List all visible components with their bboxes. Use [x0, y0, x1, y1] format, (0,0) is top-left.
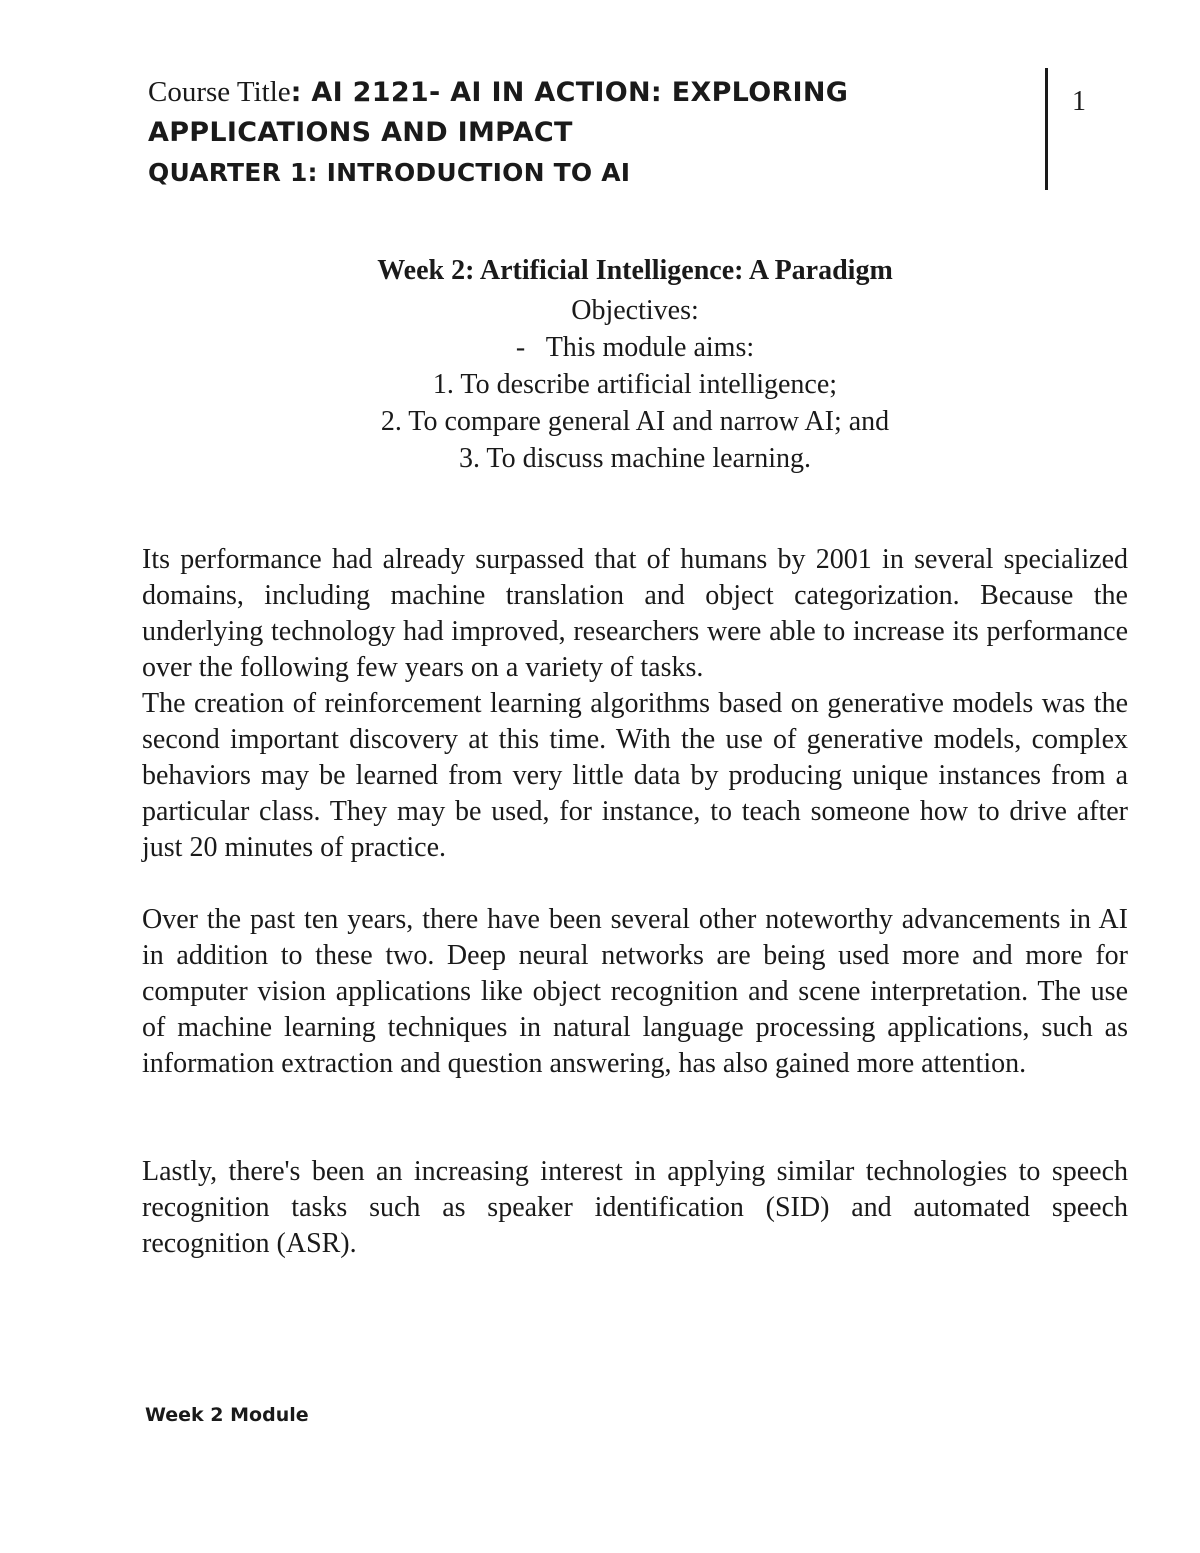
- body-paragraph: Its performance had already surpassed that of humans by 2001 in several specialized domains, including machine translation and object categorization. Because the underlying technology had improved, researchers were able to increase its performance over the following few years on a variety of tasks.: [142, 544, 1128, 683]
- course-title-line: [148, 72, 1008, 113]
- objectives-section: [0, 250, 1200, 477]
- course-title-label: Course Title: [148, 76, 291, 108]
- body-content: [142, 542, 1128, 1262]
- body-paragraph: Over the past ten years, there have been several other noteworthy advancements in AI in addition to these two. Deep neural networks are being used more and more for computer vision applications like object recognition and scene interpretation. The use of machine learning techniques in natural language processing applications, such as information extraction and question answering, has also gained more attention.: [142, 904, 1128, 1079]
- objective-item: 1. To describe artificial intelligence;: [432, 369, 838, 400]
- objectives-intro: - This module aims:: [515, 332, 755, 363]
- course-title-continued: APPLICATIONS AND IMPACT: [148, 117, 573, 148]
- page-footer: Week 2 Module: [145, 1404, 309, 1426]
- paragraph-spacer: [142, 1082, 1128, 1154]
- page-header: [148, 72, 1008, 193]
- page-number: 1: [1072, 86, 1086, 117]
- body-paragraph: The creation of reinforcement learning algorithms based on generative models was the second important discovery at this time. With the use of generative models, complex behaviors may be learned from very little data by producing unique instances from a particular class. They may be used, for instance, to teach someone how to drive after just 20 minutes of practice.: [142, 688, 1128, 863]
- objectives-heading: Objectives:: [571, 295, 699, 326]
- objective-item: 3. To discuss machine learning.: [458, 443, 812, 474]
- week-title: Week 2: Artificial Intelligence: A Paradigm: [377, 255, 893, 286]
- quarter-title: QUARTER 1: INTRODUCTION TO AI: [148, 158, 631, 187]
- header-divider: [1045, 68, 1048, 190]
- course-title: : AI 2121- AI IN ACTION: EXPLORING: [290, 77, 849, 108]
- objective-item: 2. To compare general AI and narrow AI; and: [380, 406, 890, 437]
- body-paragraph: Lastly, there's been an increasing interest in applying similar technologies to speech recognition tasks such as speaker identification (SID) and automated speech recognition (ASR).: [142, 1156, 1128, 1259]
- paragraph-spacer: [142, 866, 1128, 902]
